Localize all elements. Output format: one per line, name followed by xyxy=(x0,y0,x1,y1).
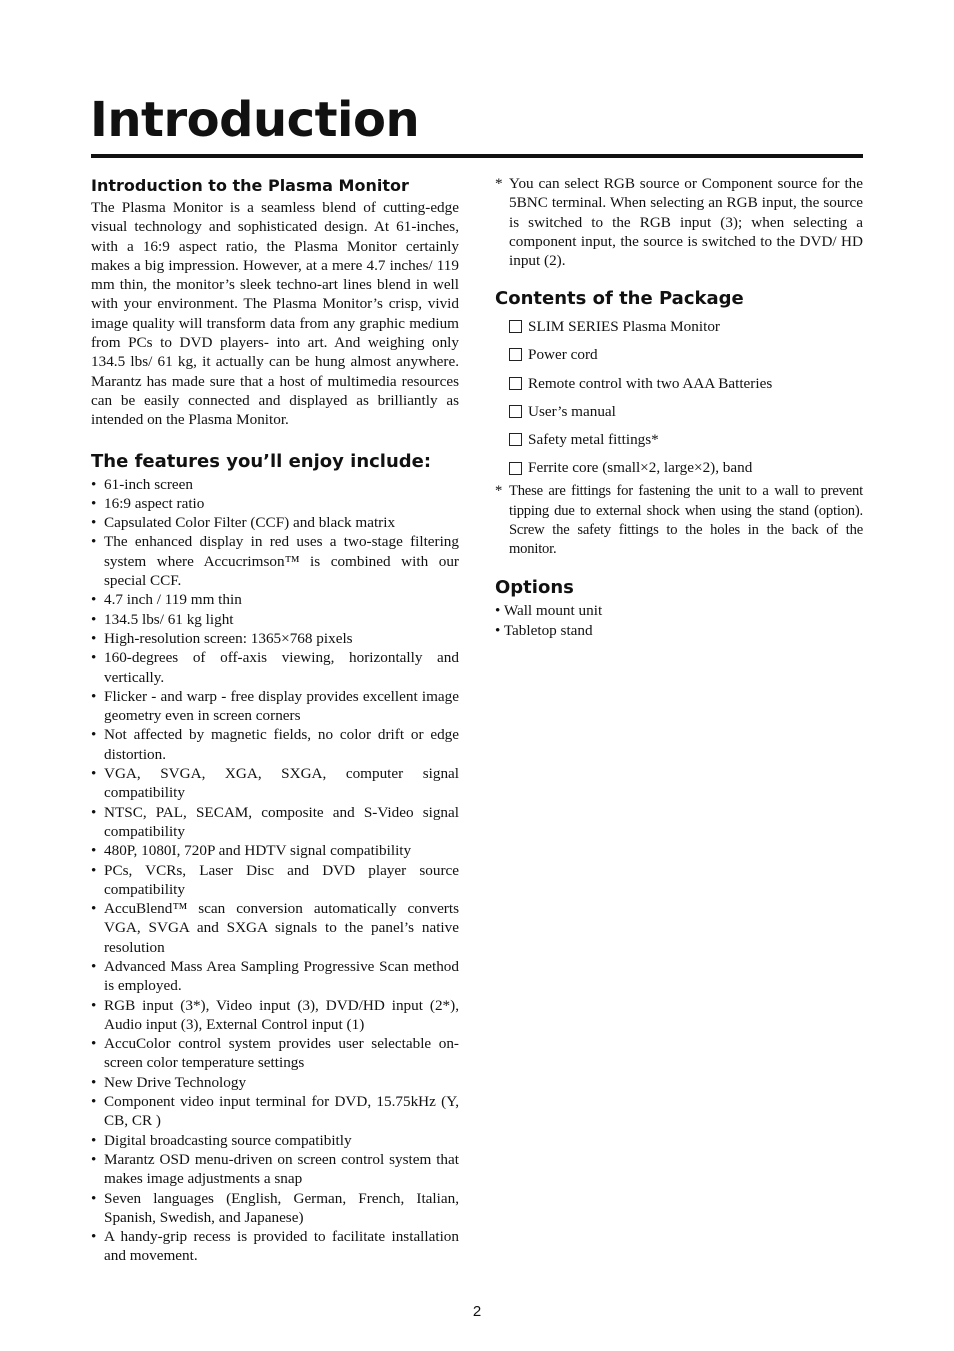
package-item-label: Power cord xyxy=(528,346,598,364)
list-item: • 160-degrees of off-axis viewing, horizontally and vertically. xyxy=(91,648,459,687)
list-item: • New Drive Technology xyxy=(91,1073,459,1092)
list-item: • Not affected by magnetic fields, no color drift or edge distortion. xyxy=(91,725,459,764)
list-item: • High-resolution screen: 1365×768 pixels xyxy=(91,629,459,648)
package-item xyxy=(495,426,863,454)
list-item: • RGB input (3*), Video input (3), DVD/HD input (2*), Audio input (3), External Control input (1) xyxy=(91,996,459,1035)
package-item-label: User’s manual xyxy=(528,402,616,420)
list-item: • Digital broadcasting source compatibitly xyxy=(91,1131,459,1150)
package-item xyxy=(495,312,863,340)
list-item: • Seven languages (English, German, French, Italian, Spanish, Swedish, and Japanese) xyxy=(91,1189,459,1228)
options-list xyxy=(495,601,863,640)
checkbox-icon xyxy=(509,433,522,446)
package-item-label: Remote control with two AAA Batteries xyxy=(528,374,773,392)
list-item: • VGA, SVGA, XGA, SXGA, computer signal compatibility xyxy=(91,764,459,803)
note-marker: * xyxy=(495,483,503,500)
checkbox-icon xyxy=(509,320,522,333)
package-list xyxy=(495,312,863,482)
list-item: • Advanced Mass Area Sampling Progressive Scan method is employed. xyxy=(91,957,459,996)
package-item-label: Ferrite core (small×2, large×2), band xyxy=(528,459,753,477)
package-heading: Contents of the Package xyxy=(495,288,744,310)
list-item: • 4.7 inch / 119 mm thin xyxy=(91,590,459,609)
package-item xyxy=(495,397,863,425)
package-item xyxy=(495,454,863,482)
checkbox-icon xyxy=(509,462,522,475)
checkbox-icon xyxy=(509,405,522,418)
list-item: • Capsulated Color Filter (CCF) and black matrix xyxy=(91,513,459,532)
intro-paragraph: The Plasma Monitor is a seamless blend of cutting-edge visual technology and sophisticated design. At 61-inches, with a 16:9 aspect ratio, the Plasma Monitor certainly makes a big impression. However, at a mere 4.7 inches/ 119 mm thin, the monitor’s sleek techno-art lines blend in well with your environment. The Plasma Monitor’s crisp, vivid image quality will transform data from any graphic medium from PCs to DVD players- into art. And weighing only 134.5 lbs/ 61 kg, it actually can be hung almost anywhere. Marantz has made sure that a host of multimedia resources can be easily connected and displayed as brilliantly as intended on the Plasma Monitor. xyxy=(91,199,459,429)
list-item: • 61-inch screen xyxy=(91,475,459,494)
list-item: • Wall mount unit xyxy=(495,602,603,620)
right-column xyxy=(495,174,863,640)
list-item: • The enhanced display in red uses a two-stage filtering system where Accucrimson™ is combined with our special CCF. xyxy=(91,532,459,590)
left-column xyxy=(91,174,459,1266)
input-note-text: You can select RGB source or Component source for the 5BNC terminal. When selecting an RGB input, the source is switched to the RGB input (3); when selecting a component input, the source is switched to the DVD/ HD input (2). xyxy=(509,175,863,270)
list-item: • Component video input terminal for DVD, 15.75kHz (Y, CB, CR ) xyxy=(91,1092,459,1131)
note-marker: * xyxy=(495,175,503,192)
features-list xyxy=(91,475,459,1266)
list-item: • 480P, 1080I, 720P and HDTV signal compatibility xyxy=(91,841,459,860)
page-number: 2 xyxy=(472,1303,482,1320)
package-item-label: SLIM SERIES Plasma Monitor xyxy=(528,317,720,335)
package-note-text: These are fittings for fastening the unit to a wall to prevent tipping due to external shock when using the stand (option). Screw the safety fittings to the holes in the back of the monitor. xyxy=(509,483,863,558)
features-heading: The features you’ll enjoy include: xyxy=(91,450,432,472)
list-item: • Marantz OSD menu-driven on screen control system that makes image adjustments a snap xyxy=(91,1150,459,1189)
list-item: • Flicker - and warp - free display provides excellent image geometry even in screen corners xyxy=(91,687,459,726)
checkbox-icon xyxy=(509,377,522,390)
input-note xyxy=(495,174,863,270)
package-item xyxy=(495,369,863,397)
list-item: • AccuColor control system provides user selectable on-screen color temperature settings xyxy=(91,1034,459,1073)
package-item-label: Safety metal fittings* xyxy=(528,431,659,449)
options-heading: Options xyxy=(495,577,574,599)
page-title: Introduction xyxy=(90,92,420,148)
checkbox-icon xyxy=(509,348,522,361)
intro-heading: Introduction to the Plasma Monitor xyxy=(91,176,409,195)
list-item: • AccuBlend™ scan conversion automatically converts VGA, SVGA and SXGA signals to the panel’s native resolution xyxy=(91,899,459,957)
title-rule xyxy=(91,154,863,158)
package-item xyxy=(495,341,863,369)
list-item: • 16:9 aspect ratio xyxy=(91,494,459,513)
list-item: • Tabletop stand xyxy=(495,621,593,639)
list-item: • NTSC, PAL, SECAM, composite and S-Video signal compatibility xyxy=(91,803,459,842)
list-item: • A handy-grip recess is provided to facilitate installation and movement. xyxy=(91,1227,459,1266)
list-item: • PCs, VCRs, Laser Disc and DVD player source compatibility xyxy=(91,861,459,900)
list-item: • 134.5 lbs/ 61 kg light xyxy=(91,610,459,629)
package-note xyxy=(495,482,863,559)
